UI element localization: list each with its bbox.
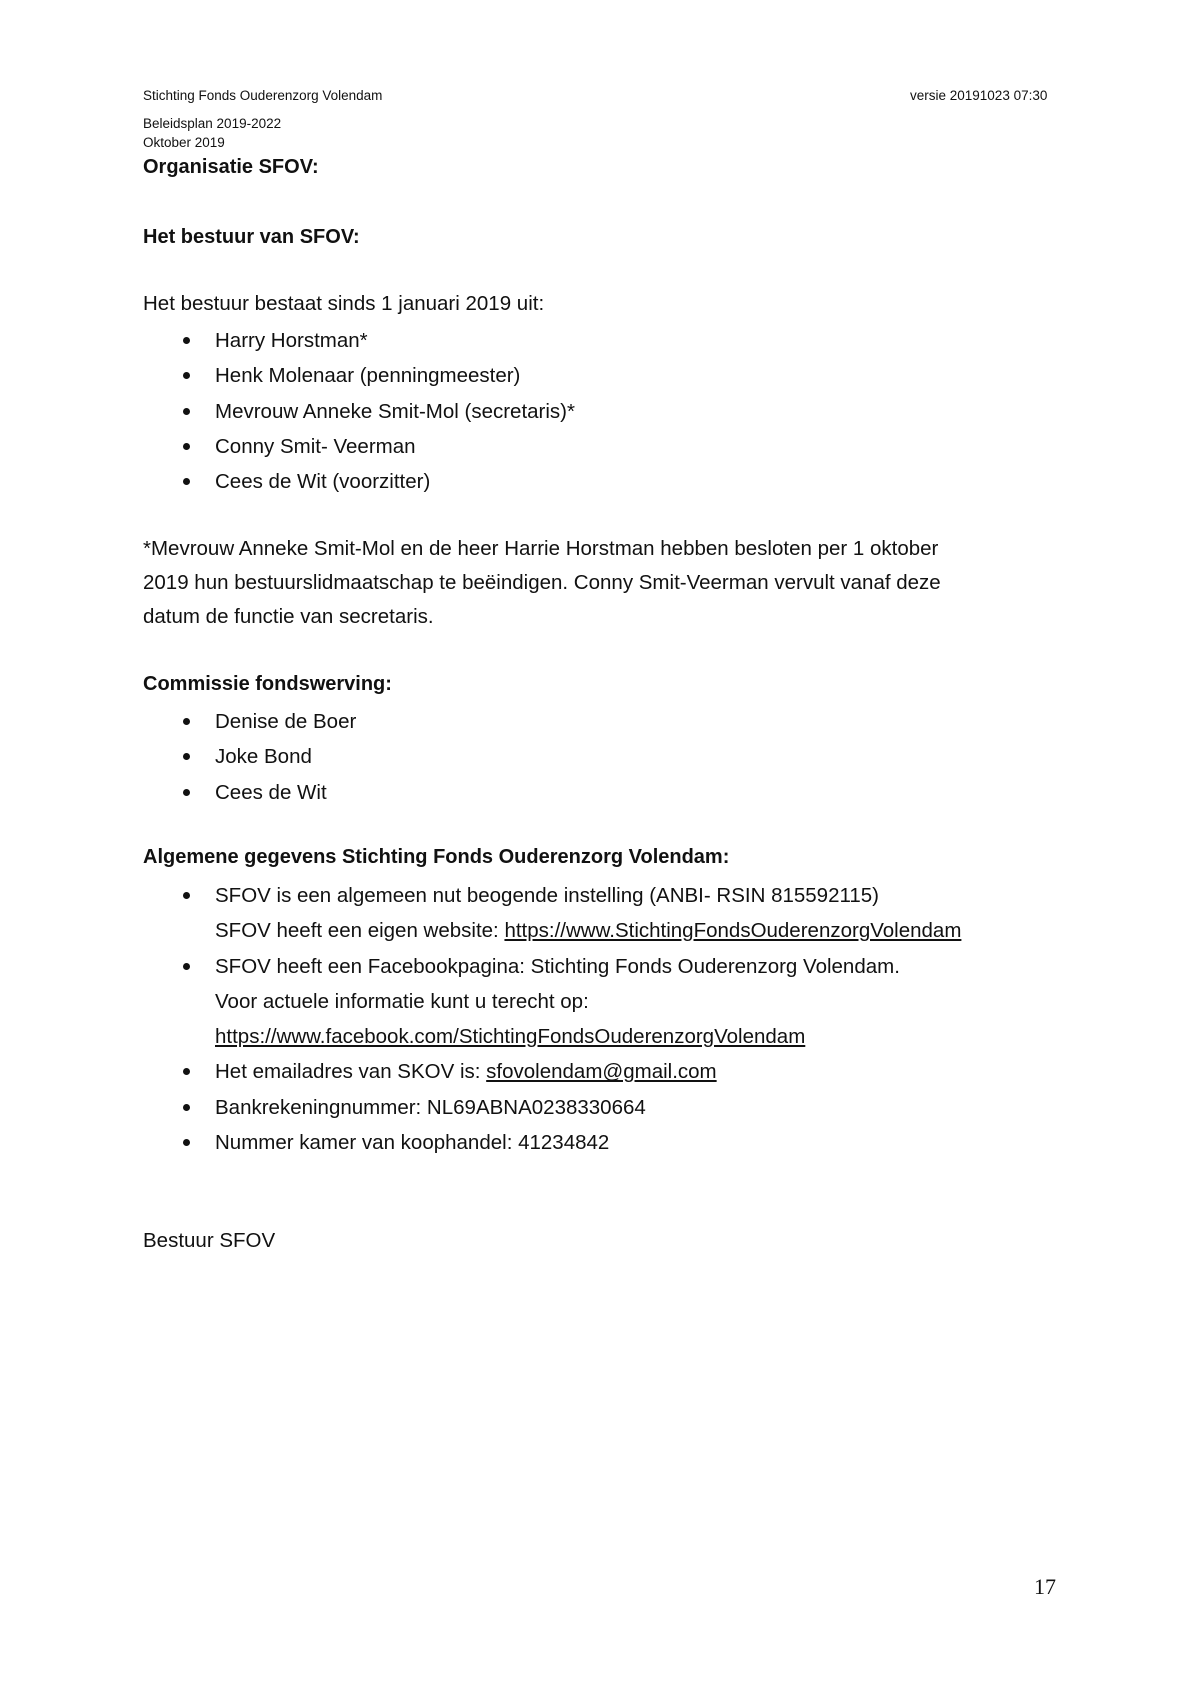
bullet-icon xyxy=(183,1139,190,1146)
list-item: Het emailadres van SKOV is: sfovolendam@gmail.com xyxy=(143,1054,1083,1089)
header-organization: Stichting Fonds Ouderenzorg Volendam xyxy=(143,88,383,103)
bullet-icon xyxy=(183,337,190,344)
list-item: Bankrekeningnummer: NL69ABNA0238330664 xyxy=(143,1090,1083,1125)
bullet-icon xyxy=(183,789,190,796)
bullet-icon xyxy=(183,892,190,899)
list-item: Denise de Boer xyxy=(143,704,1083,739)
page-number: 17 xyxy=(1034,1574,1056,1599)
header-plan: Beleidsplan 2019-2022 xyxy=(143,116,282,131)
bullet-icon xyxy=(183,478,190,485)
bullet-icon xyxy=(183,1068,190,1075)
board-members-list xyxy=(143,323,1083,499)
bullet-icon xyxy=(183,1104,190,1111)
general-info-list xyxy=(143,878,1083,1160)
bullet-icon xyxy=(183,372,190,379)
list-item: Mevrouw Anneke Smit-Mol (secretaris)* xyxy=(143,394,1083,429)
list-item: Henk Molenaar (penningmeester) xyxy=(143,358,1083,393)
header-version: versie 20191023 07:30 xyxy=(910,88,1048,103)
bullet-icon xyxy=(183,753,190,760)
page-title: Organisatie SFOV: xyxy=(143,156,319,178)
bullet-icon xyxy=(183,443,190,450)
list-item: SFOV is een algemeen nut beogende instelling (ANBI- RSIN 815592115) SFOV heeft een eigen website: https://www.StichtingFondsOuderenzorgVolendam xyxy=(143,878,1083,949)
list-item: Cees de Wit (voorzitter) xyxy=(143,464,1083,499)
signature: Bestuur SFOV xyxy=(143,1229,276,1252)
bullet-icon xyxy=(183,408,190,415)
commission-members-list xyxy=(143,704,1083,810)
email-link[interactable]: sfovolendam@gmail.com xyxy=(486,1060,717,1084)
board-intro: Het bestuur bestaat sinds 1 januari 2019 uit: xyxy=(143,292,545,315)
general-heading: Algemene gegevens Stichting Fonds Ouderenzorg Volendam: xyxy=(143,846,730,868)
facebook-link[interactable]: https://www.facebook.com/StichtingFondsOuderenzorgVolendam xyxy=(215,1025,806,1049)
list-item: Joke Bond xyxy=(143,739,1083,774)
list-item: Harry Horstman* xyxy=(143,323,1083,358)
board-note: *Mevrouw Anneke Smit-Mol en de heer Harrie Horstman hebben besloten per 1 oktober 2019 hun bestuurslidmaatschap te beëindigen. Conny Smit-Veerman vervult vanaf deze datum de functie van secretaris. xyxy=(143,537,941,628)
list-item: Conny Smit- Veerman xyxy=(143,429,1083,464)
board-heading: Het bestuur van SFOV: xyxy=(143,226,360,248)
website-link[interactable]: https://www.StichtingFondsOuderenzorgVolendam xyxy=(504,919,962,943)
list-item: Cees de Wit xyxy=(143,775,1083,810)
commission-heading: Commissie fondswerving: xyxy=(143,673,392,695)
bullet-icon xyxy=(183,718,190,725)
list-item: Nummer kamer van koophandel: 41234842 xyxy=(143,1125,1083,1160)
header-date: Oktober 2019 xyxy=(143,135,225,150)
list-item: SFOV heeft een Facebookpagina: Stichting Fonds Ouderenzorg Volendam. Voor actuele informatie kunt u terecht op: https://www.facebook.com/StichtingFondsOuderenzorgVolendam xyxy=(143,949,1083,1055)
bullet-icon xyxy=(183,963,190,970)
